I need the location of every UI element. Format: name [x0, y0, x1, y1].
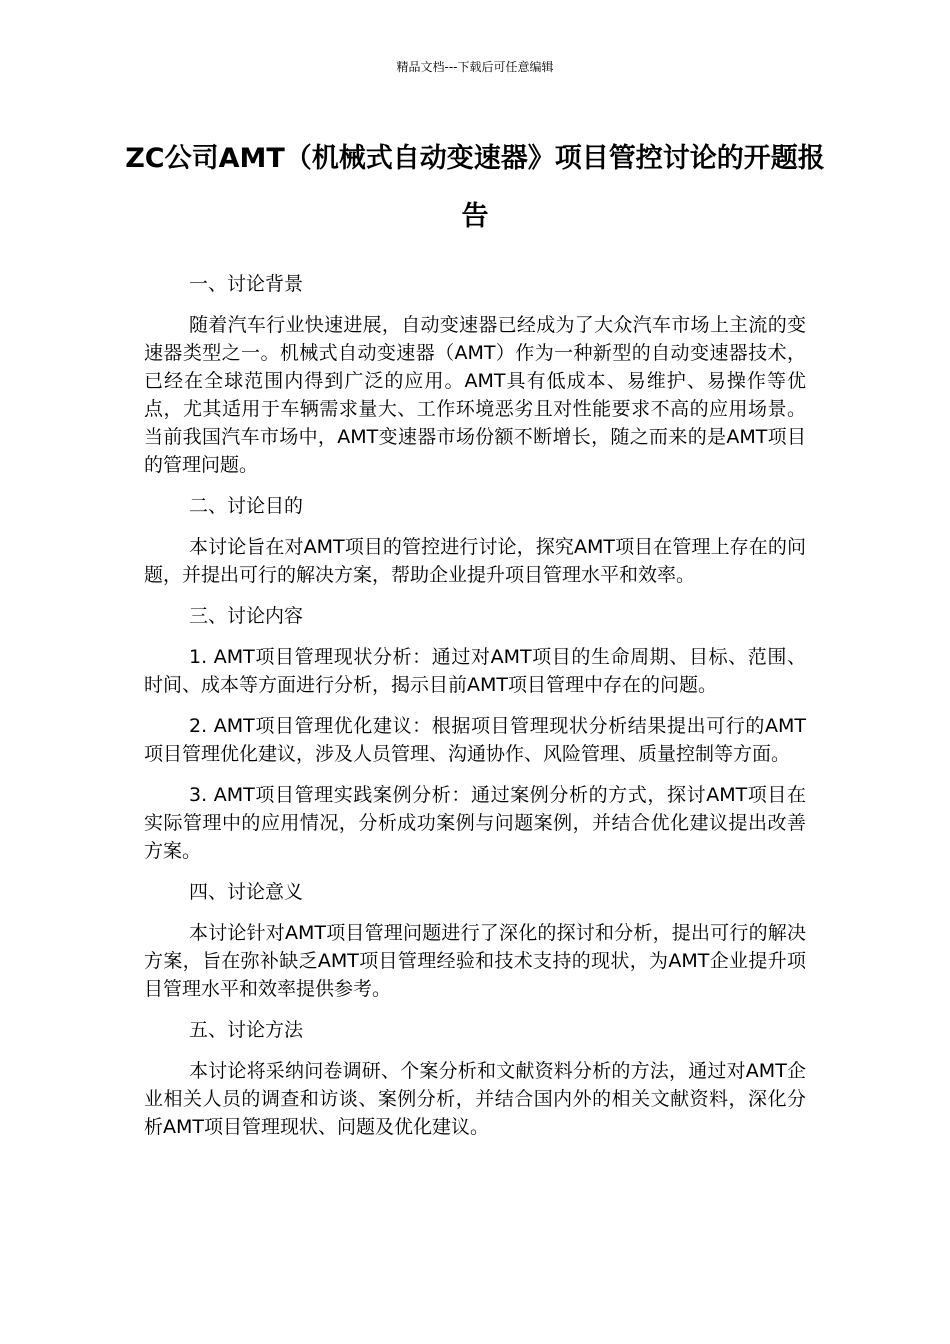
paragraph-content-item-2: 2. AMT项目管理优化建议：根据项目管理现状分析结果提出可行的AMT项目管理优化建议，涉及人员管理、沟通协作、风险管理、质量控制等方面。 — [144, 715, 806, 765]
paragraph-content-item-3: 3. AMT项目管理实践案例分析：通过案例分析的方式，探讨AMT项目在实际管理中的应用情况，分析成功案例与问题案例，并结合优化建议提出改善方案。 — [144, 784, 806, 862]
document-title: ZC公司AMT（机械式自动变速器》项目管控讨论的开题报告 — [125, 143, 825, 232]
paragraph-method: 本讨论将采纳问卷调研、个案分析和文献资料分析的方法，通过对AMT企业相关人员的调查和访谈、案例分析，并结合国内外的相关文献资料，深化分析AMT项目管理现状、问题及优化建议。 — [144, 1060, 806, 1138]
paragraph-significance: 本讨论针对AMT项目管理问题进行了深化的探讨和分析，提出可行的解决方案，旨在弥补缺乏AMT项目管理经验和技术支持的现状，为AMT企业提升项目管理水平和效率提供参考。 — [144, 922, 806, 1000]
section-heading-purpose: 二、讨论目的 — [189, 495, 304, 517]
section-heading-background: 一、讨论背景 — [189, 273, 304, 295]
header-note: 精品文档---下载后可任意编辑 — [396, 60, 554, 74]
paragraph-content-item-1: 1. AMT项目管理现状分析：通过对AMT项目的生命周期、目标、范围、时间、成本等方面进行分析，揭示目前AMT项目管理中存在的问题。 — [144, 646, 806, 696]
paragraph-background: 随着汽车行业快速进展，自动变速器已经成为了大众汽车市场上主流的变速器类型之一。机械式自动变速器（AMT）作为一种新型的自动变速器技术，已经在全球范围内得到广泛的应用。AMT具有低成本、易维护、易操作等优点，尤其适用于车辆需求量大、工作环境恶劣且对性能要求不高的应用场景。当前我国汽车市场中，AMT变速器市场份额不断增长，随之而来的是AMT项目的管理问题。 — [144, 314, 806, 476]
paragraph-purpose: 本讨论旨在对AMT项目的管控进行讨论，探究AMT项目在管理上存在的问题，并提出可行的解决方案，帮助企业提升项目管理水平和效率。 — [144, 536, 806, 586]
section-heading-significance: 四、讨论意义 — [189, 881, 304, 903]
section-heading-content: 三、讨论内容 — [189, 605, 304, 627]
section-heading-method: 五、讨论方法 — [189, 1019, 304, 1041]
document-body — [144, 270, 806, 1154]
